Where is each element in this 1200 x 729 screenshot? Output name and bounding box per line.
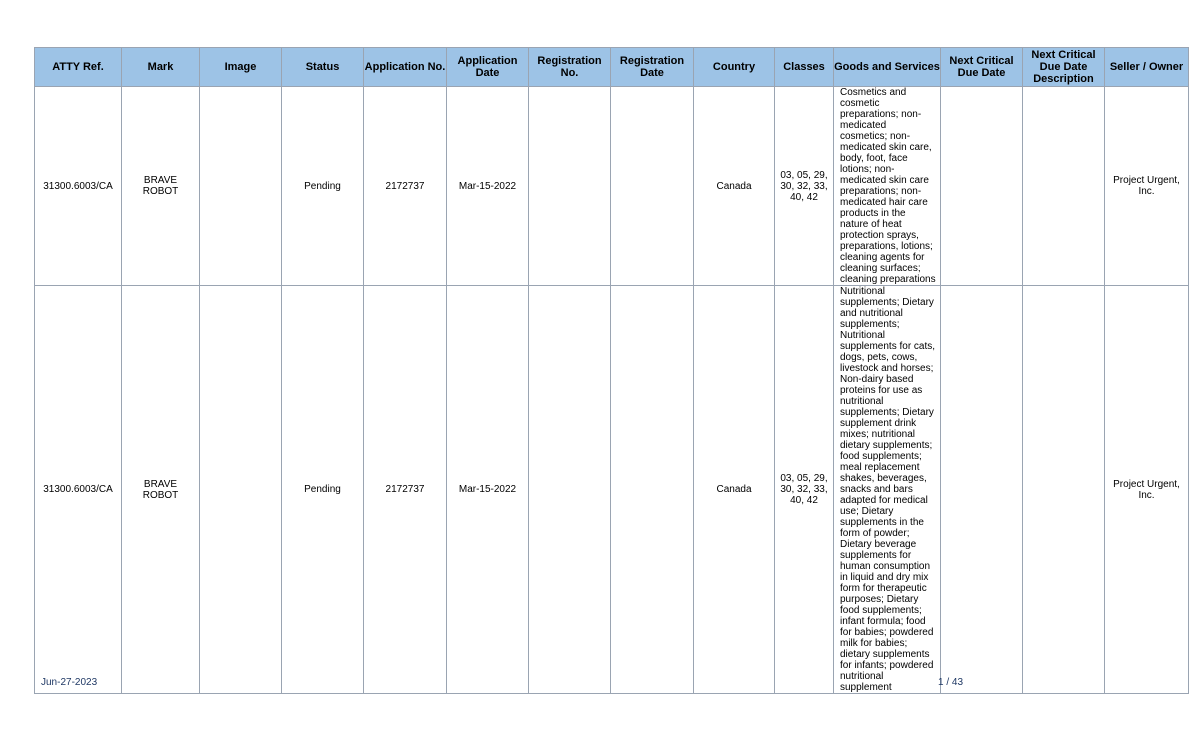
footer-date: Jun-27-2023: [41, 677, 98, 688]
cell-next-critical-due-date: [941, 87, 1023, 286]
trademark-report-table: [34, 47, 1189, 694]
cell-status: Pending: [282, 286, 364, 694]
cell-registration-date: [611, 87, 694, 286]
cell-country: Canada: [694, 286, 775, 694]
header-atty-ref: ATTY Ref.: [35, 48, 122, 87]
cell-application-no: 2172737: [364, 87, 447, 286]
header-seller-owner: Seller / Owner: [1105, 48, 1189, 87]
header-mark: Mark: [122, 48, 200, 87]
cell-image: [200, 87, 282, 286]
cell-mark: BRAVE ROBOT: [122, 286, 200, 694]
header-registration-date: Registration Date: [611, 48, 694, 87]
header-application-date: Application Date: [447, 48, 529, 87]
cell-application-no: 2172737: [364, 286, 447, 694]
header-status: Status: [282, 48, 364, 87]
cell-seller-owner: Project Urgent, Inc.: [1105, 87, 1189, 286]
header-image: Image: [200, 48, 282, 87]
header-next-critical-due-date-description: Next Critical Due Date Description: [1023, 48, 1105, 87]
cell-classes: 03, 05, 29, 30, 32, 33, 40, 42: [775, 286, 834, 694]
cell-registration-no: [529, 87, 611, 286]
table-row: [35, 286, 1189, 694]
table-header-row: [35, 48, 1189, 87]
header-country: Country: [694, 48, 775, 87]
cell-seller-owner: Project Urgent, Inc.: [1105, 286, 1189, 694]
cell-goods-services: Nutritional supplements; Dietary and nutritional supplements; Nutritional supplements for cats, dogs, pets, cows, livestock and horses; Non-dairy based proteins for use as nutritional supplements; Dietary supplement drink mixes; nutritional dietary supplements; food supplements; meal replacement shakes, beverages, snacks and bars adapted for medical use; Dietary supplements in the form of powder; Dietary beverage supplements for human consumption in liquid and dry mix form for therapeutic purposes; Dietary food supplements; infant formula; food for babies; powdered milk for babies; dietary supplements for infants; powdered nutritional supplement: [834, 286, 941, 694]
header-registration-no: Registration No.: [529, 48, 611, 87]
page-number: 1 / 43: [938, 677, 964, 688]
cell-next-critical-due-date-description: [1023, 87, 1105, 286]
cell-image: [200, 286, 282, 694]
header-classes: Classes: [775, 48, 834, 87]
cell-country: Canada: [694, 87, 775, 286]
cell-next-critical-due-date: [941, 286, 1023, 694]
header-goods-services: Goods and Services: [834, 48, 941, 87]
cell-classes: 03, 05, 29, 30, 32, 33, 40, 42: [775, 87, 834, 286]
cell-mark: BRAVE ROBOT: [122, 87, 200, 286]
cell-application-date: Mar-15-2022: [447, 286, 529, 694]
cell-registration-no: [529, 286, 611, 694]
cell-application-date: Mar-15-2022: [447, 87, 529, 286]
table-row: [35, 87, 1189, 286]
cell-registration-date: [611, 286, 694, 694]
header-next-critical-due-date: Next Critical Due Date: [941, 48, 1023, 87]
header-application-no: Application No.: [364, 48, 447, 87]
cell-atty-ref: 31300.6003/CA: [35, 87, 122, 286]
cell-next-critical-due-date-description: [1023, 286, 1105, 694]
cell-status: Pending: [282, 87, 364, 286]
cell-atty-ref: 31300.6003/CA: [35, 286, 122, 694]
cell-goods-services: Cosmetics and cosmetic preparations; non-medicated cosmetics; non-medicated skin care, body, foot, face lotions; non-medicated skin care preparations; non-medicated hair care products in the nature of heat protection sprays, preparations, lotions; cleaning agents for cleaning surfaces; cleaning preparations: [834, 87, 941, 286]
